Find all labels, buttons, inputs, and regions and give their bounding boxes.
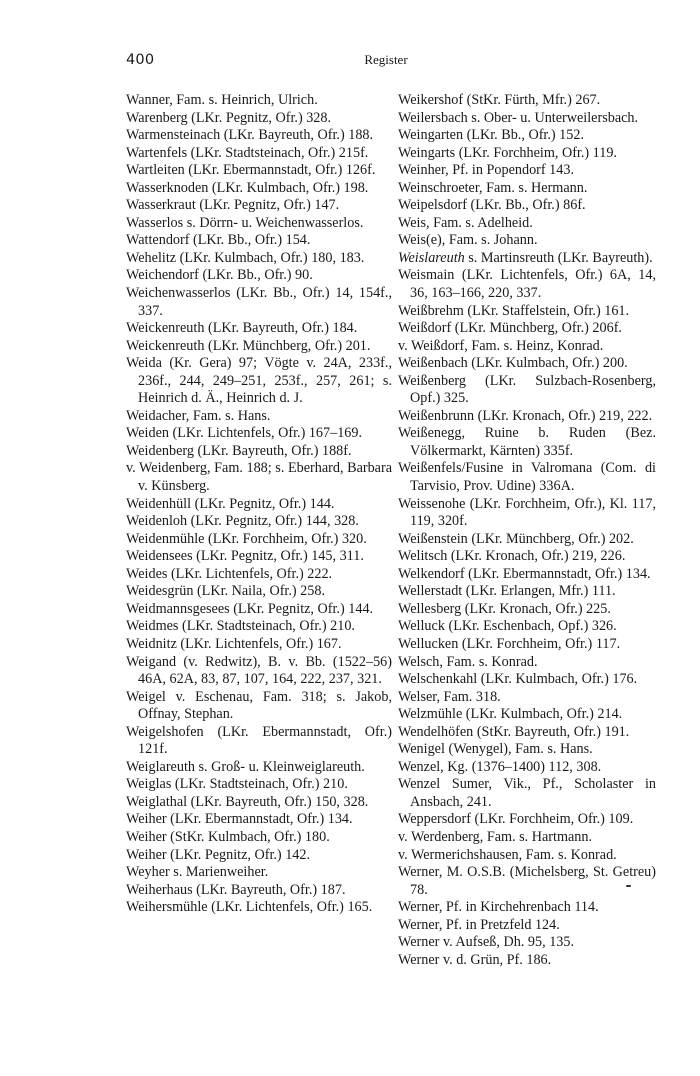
- index-entry: Weihersmühle (LKr. Lichtenfels, Ofr.) 165.: [126, 899, 373, 916]
- index-entry: Weichendorf (LKr. Bb., Ofr.) 90.: [126, 267, 313, 284]
- index-entry: Wehelitz (LKr. Kulmbach, Ofr.) 180, 183.: [126, 249, 365, 266]
- index-entry: Wellucken (LKr. Forchheim, Ofr.) 117.: [398, 635, 621, 652]
- running-head: Register: [364, 52, 408, 67]
- index-entry: Weidenmühle (LKr. Forchheim, Ofr.) 320.: [126, 530, 367, 547]
- index-entry: Werner v. Aufseß, Dh. 95, 135.: [398, 934, 575, 951]
- index-entry: Weißbrehm (LKr. Staffelstein, Ofr.) 161.: [398, 302, 630, 319]
- index-entry: Weilersbach s. Ober- u. Unterweilersbach.: [398, 109, 639, 126]
- index-entry: Weidnitz (LKr. Lichtenfels, Ofr.) 167.: [126, 635, 342, 652]
- index-entry: Wendelhöfen (StKr. Bayreuth, Ofr.) 191.: [398, 723, 630, 740]
- index-entry: Wattendorf (LKr. Bb., Ofr.) 154.: [126, 232, 311, 249]
- index-entry: Welluck (LKr. Eschenbach, Opf.) 326.: [398, 618, 617, 635]
- index-entry: Wanner, Fam. s. Heinrich, Ulrich.: [126, 92, 318, 108]
- index-entry: Werner v. d. Grün, Pf. 186.: [398, 951, 552, 968]
- index-column-right: [398, 92, 656, 969]
- index-entry: v. Wermerichshausen, Fam. s. Konrad.: [398, 846, 617, 863]
- index-entry: Welkendorf (LKr. Ebermannstadt, Ofr.) 134.: [398, 565, 651, 582]
- index-entry: Weissenohe (LKr. Forchheim, Ofr.), Kl. 117, 119, 320f.: [398, 495, 656, 530]
- index-entry: Weiherhaus (LKr. Bayreuth, Ofr.) 187.: [126, 881, 346, 898]
- index-entry: Werner, M. O.S.B. (Michelsberg, St. Getreu) 78.: [398, 864, 656, 898]
- index-entry: Weißenstein (LKr. Münchberg, Ofr.) 202.: [398, 530, 634, 547]
- index-entry: v. Werdenberg, Fam. s. Hartmann.: [398, 828, 593, 845]
- index-entry: Wasserknoden (LKr. Kulmbach, Ofr.) 198.: [126, 179, 369, 196]
- index-entry: Weißenbach (LKr. Kulmbach, Ofr.) 200.: [398, 355, 628, 372]
- index-entry: Warmensteinach (LKr. Bayreuth, Ofr.) 188.: [126, 127, 374, 144]
- page-header: [126, 52, 646, 72]
- index-entry: Weiher (LKr. Pegnitz, Ofr.) 142.: [126, 846, 311, 863]
- index-entry: Wenigel (Wenygel), Fam. s. Hans.: [398, 741, 593, 758]
- index-entry: Weiglareuth s. Groß- u. Kleinweiglareuth.: [126, 758, 365, 775]
- index-entry: Weiden (LKr. Lichtenfels, Ofr.) 167–169.: [126, 425, 363, 442]
- index-entry: Welitsch (LKr. Kronach, Ofr.) 219, 226.: [398, 548, 626, 565]
- index-entry: Welschenkahl (LKr. Kulmbach, Ofr.) 176.: [398, 671, 638, 688]
- index-entry: Weidenloh (LKr. Pegnitz, Ofr.) 144, 328.: [126, 513, 359, 530]
- index-entry: Weidenhüll (LKr. Pegnitz, Ofr.) 144.: [126, 495, 335, 512]
- index-entry: Wasserkraut (LKr. Pegnitz, Ofr.) 147.: [126, 197, 340, 214]
- index-entry: Weigel v. Eschenau, Fam. 318; s. Jakob, Offnay, Stephan.: [126, 688, 392, 723]
- index-entry: Welzmühle (LKr. Kulmbach, Ofr.) 214.: [398, 706, 623, 723]
- index-entry: Weidenberg (LKr. Bayreuth, Ofr.) 188f.: [126, 442, 352, 459]
- scan-speck: [626, 885, 631, 887]
- index-entry: Weingarten (LKr. Bb., Ofr.) 152.: [398, 127, 585, 144]
- index-entry: Werner, Pf. in Kirchehrenbach 114.: [398, 899, 599, 916]
- index-entry: Weißenfels/Fusine in Valromana (Com. di Tarvisio, Prov. Udine) 336A.: [398, 460, 656, 495]
- index-entry: v. Weißdorf, Fam. s. Heinz, Konrad.: [398, 337, 604, 354]
- index-entry: Weichenwasserlos (LKr. Bb., Ofr.) 14, 154f., 337.: [126, 285, 392, 319]
- index-entry: Weißenberg (LKr. Sulzbach-Rosenberg, Opf.) 325.: [398, 372, 656, 407]
- index-entry: Weißenegg, Ruine b. Ruden (Bez. Völkermarkt, Kärnten) 335f.: [398, 425, 656, 459]
- index-entry: Weismain (LKr. Lichtenfels, Ofr.) 6A, 14, 36, 163–166, 220, 337.: [398, 267, 656, 302]
- index-entry: Weides (LKr. Lichtenfels, Ofr.) 222.: [126, 565, 333, 582]
- index-entry: [398, 250, 656, 268]
- page-number: 400: [126, 52, 155, 68]
- index-entry: Wellesberg (LKr. Kronach, Ofr.) 225.: [398, 600, 611, 617]
- index-entry: Weyher s. Marienweiher.: [126, 864, 269, 881]
- index-entry: Weipelsdorf (LKr. Bb., Ofr.) 86f.: [398, 197, 586, 214]
- index-entry: Weiher (LKr. Ebermannstadt, Ofr.) 134.: [126, 811, 353, 828]
- index-entry: Wellerstadt (LKr. Erlangen, Mfr.) 111.: [398, 583, 616, 600]
- index-entry: Weißdorf (LKr. Münchberg, Ofr.) 206f.: [398, 320, 622, 337]
- index-entry: Weidmannsgesees (LKr. Pegnitz, Ofr.) 144.: [126, 600, 374, 617]
- index-entry: Welser, Fam. 318.: [398, 688, 501, 705]
- index-entry-text: s. Martinsreuth (LKr. Bayreuth).: [464, 249, 653, 266]
- index-entry: Wenzel Sumer, Vik., Pf., Scholaster in Ansbach, 241.: [398, 776, 656, 810]
- index-entry-head: Weislareuth: [398, 249, 465, 266]
- index-entry: Weppersdorf (LKr. Forchheim, Ofr.) 109.: [398, 811, 634, 828]
- index-entry: Wasserlos s. Dörrn- u. Weichenwasserlos.: [126, 214, 364, 231]
- index-entry: Wartleiten (LKr. Ebermannstadt, Ofr.) 126f.: [126, 162, 376, 179]
- index-entry: Weis(e), Fam. s. Johann.: [398, 232, 538, 249]
- index-entry: Weikershof (StKr. Fürth, Mfr.) 267.: [398, 92, 601, 108]
- index-column-left: [126, 92, 392, 917]
- index-entry: v. Weidenberg, Fam. 188; s. Eberhard, Barbara v. Künsberg.: [126, 460, 392, 495]
- index-entry: Wartenfels (LKr. Stadtsteinach, Ofr.) 215f.: [126, 144, 369, 161]
- index-entry: Weinschroeter, Fam. s. Hermann.: [398, 179, 588, 196]
- index-entry: Weiglathal (LKr. Bayreuth, Ofr.) 150, 328.: [126, 793, 369, 810]
- index-entry: Weidmes (LKr. Stadtsteinach, Ofr.) 210.: [126, 618, 355, 635]
- index-entry: Weidesgrün (LKr. Naila, Ofr.) 258.: [126, 583, 326, 600]
- index-entry: Warenberg (LKr. Pegnitz, Ofr.) 328.: [126, 109, 332, 126]
- index-entry: Weis, Fam. s. Adelheid.: [398, 214, 533, 231]
- index-entry: Werner, Pf. in Pretzfeld 124.: [398, 916, 560, 933]
- index-entry: Weinher, Pf. in Popendorf 143.: [398, 162, 574, 179]
- index-entry: Wenzel, Kg. (1376–1400) 112, 308.: [398, 758, 602, 775]
- index-entry: Weiher (StKr. Kulmbach, Ofr.) 180.: [126, 828, 330, 845]
- index-entry: Weickenreuth (LKr. Münchberg, Ofr.) 201.: [126, 337, 371, 354]
- index-entry: Weidensees (LKr. Pegnitz, Ofr.) 145, 311.: [126, 548, 364, 565]
- index-entry: Weißenbrunn (LKr. Kronach, Ofr.) 219, 222.: [398, 407, 653, 424]
- index-entry: Weickenreuth (LKr. Bayreuth, Ofr.) 184.: [126, 320, 358, 337]
- index-entry: Welsch, Fam. s. Konrad.: [398, 653, 538, 670]
- index-entry: Weigelshofen (LKr. Ebermannstadt, Ofr.) 121f.: [126, 723, 392, 758]
- index-entry: Weida (Kr. Gera) 97; Vögte v. 24A, 233f., 236f., 244, 249–251, 253f., 257, 261; s. Heinrich d. Ä., Heinrich d. J.: [126, 355, 392, 407]
- index-entry: Weingarts (LKr. Forchheim, Ofr.) 119.: [398, 144, 617, 161]
- index-entry: Weiglas (LKr. Stadtsteinach, Ofr.) 210.: [126, 776, 348, 793]
- index-entry: Weidacher, Fam. s. Hans.: [126, 407, 271, 424]
- index-entry: Weigand (v. Redwitz), B. v. Bb. (1522–56) 46A, 62A, 83, 87, 107, 164, 222, 237, 321.: [126, 653, 392, 688]
